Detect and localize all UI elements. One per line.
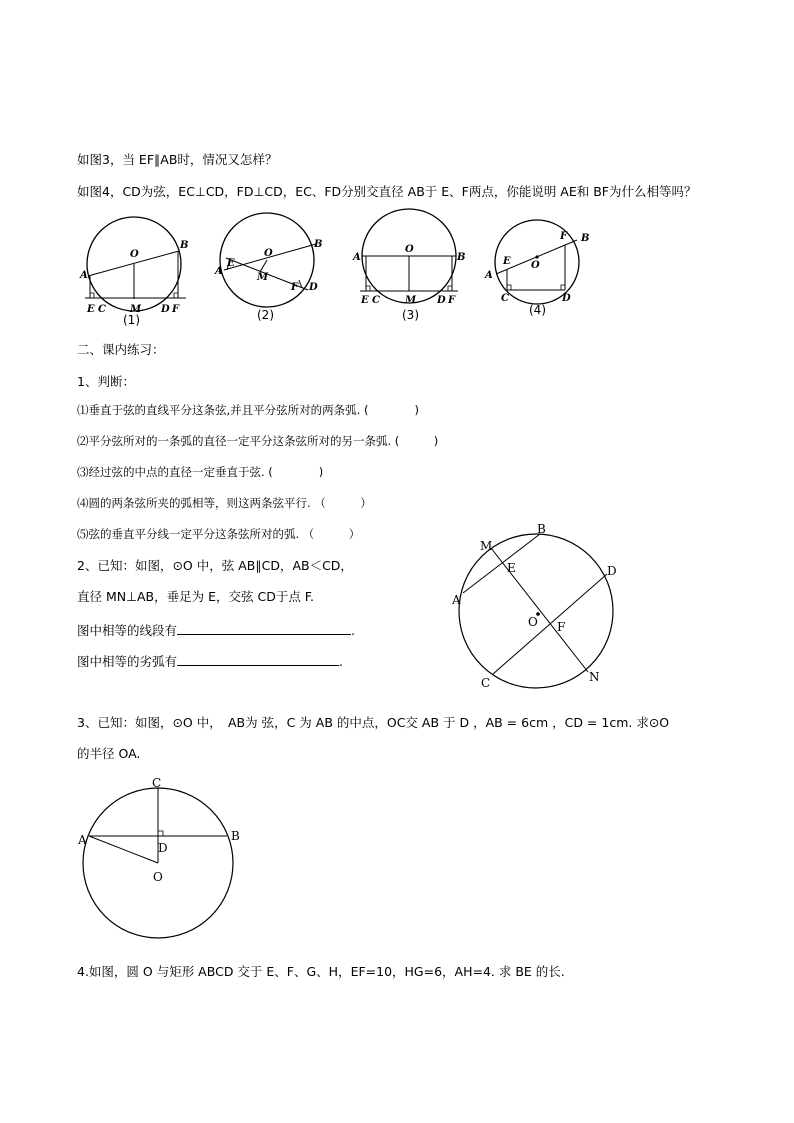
- fig1-label-c: C: [98, 304, 106, 315]
- q3-figure: [75, 773, 250, 948]
- figure-4: [484, 212, 604, 322]
- q2-label-n: N: [589, 670, 600, 684]
- fig3-label-b: B: [457, 252, 466, 263]
- fig4-question: 如图4，CD为弦，EC⊥CD，FD⊥CD，EC、FD分别交直径 AB于 E、F两点，你能说明 AE和 BF为什么相等吗？: [77, 184, 697, 199]
- q2-equal-arcs-label: 图中相等的劣弧有: [77, 654, 178, 669]
- q2-line-4: [77, 652, 343, 670]
- q3-line-1: 3、已知：如图，⊙O 中， AB为 弦，C 为 AB 的中点，OC交 AB 于 D ，AB = 6cm ，CD = 1cm. 求⊙O: [77, 715, 670, 730]
- figure-3: [352, 212, 472, 327]
- q2-period-2: .: [339, 654, 343, 669]
- q3-label-a: A: [78, 833, 87, 847]
- fig1-label-e: E: [87, 304, 95, 315]
- fig4-label-f: F: [560, 231, 568, 242]
- q3-label-o: O: [153, 870, 163, 884]
- q1-title: 1、判断：: [77, 374, 135, 389]
- fig1-caption: (1): [123, 313, 140, 327]
- fig3-label-f: F: [448, 295, 456, 306]
- q2-label-b: B: [537, 522, 546, 536]
- q2-label-e: E: [507, 561, 516, 575]
- q4-line-1: 4.如图，圆 O 与矩形 ABCD 交于 E、F、G、H，EF=10，HG=6，AH=4. 求 BE 的长.: [77, 964, 565, 979]
- fig1-label-d: D: [161, 304, 170, 315]
- q2-label-o: O: [528, 615, 538, 629]
- q2-label-m: M: [480, 539, 493, 553]
- q3-label-b: B: [231, 829, 240, 843]
- fig2-label-f: F: [291, 282, 299, 293]
- q1-item-3: ⑶经过弦的中点的直径一定垂直于弦. ( ): [77, 465, 324, 479]
- fig4-label-b: B: [581, 233, 590, 244]
- fig3-label-e: E: [361, 295, 369, 306]
- q3-label-c: C: [152, 776, 162, 790]
- fig2-label-e: E: [227, 258, 235, 269]
- fig3-label-m: M: [405, 295, 417, 306]
- q2-line-3: [77, 621, 355, 639]
- fig2-label-a: A: [215, 266, 223, 277]
- fig2-label-b: B: [314, 239, 323, 250]
- q2-line-2: 直径 MN⊥AB，垂足为 E，交弦 CD于点 F.: [77, 589, 314, 604]
- fig1-label-o: O: [130, 249, 139, 260]
- q2-label-d: D: [607, 564, 617, 578]
- fig3-caption: (3): [402, 308, 419, 322]
- fig4-label-d: D: [562, 293, 571, 304]
- fig3-label-a: A: [353, 252, 361, 263]
- section-heading: 二、课内练习：: [77, 342, 165, 357]
- q3-line-2: 的半径 OA.: [77, 746, 141, 761]
- q2-label-c: C: [481, 676, 491, 690]
- fig2-label-o: O: [264, 248, 273, 259]
- fig2-label-d: D: [309, 282, 318, 293]
- q2-figure: [445, 520, 625, 690]
- q1-item-2: ⑵平分弦所对的一条弧的直径一定平分这条弦所对的另一条弧. ( ): [77, 434, 439, 448]
- fig4-label-a: A: [485, 270, 493, 281]
- fig4-label-c: C: [501, 293, 509, 304]
- q1-item-4: ⑷圆的两条弦所夹的弧相等，则这两条弦平行. （ ）: [77, 496, 372, 510]
- fig1-label-b: B: [180, 240, 189, 251]
- q1-item-5: ⑸弦的垂直平分线一定平分这条弦所对的弧. （ ）: [77, 527, 361, 541]
- fig3-label-o: O: [405, 244, 414, 255]
- fig3-label-d: D: [437, 295, 446, 306]
- q2-line-1: 2、已知：如图，⊙O 中，弦 AB∥CD，AB＜CD，: [77, 558, 353, 573]
- fig3-question: 如图3，当 EF∥AB时，情况又怎样？: [77, 152, 278, 167]
- q2-label-f: F: [557, 620, 566, 634]
- fig2-caption: (2): [257, 308, 274, 322]
- q2-label-a: A: [452, 593, 461, 607]
- figure-1: [80, 212, 195, 327]
- fig1-label-f: F: [172, 304, 180, 315]
- q2-period-1: .: [351, 623, 355, 638]
- q1-item-1: ⑴垂直于弦的直线平分这条弦,并且平分弦所对的两条弧. ( ): [77, 403, 419, 417]
- fig4-label-e: E: [503, 256, 511, 267]
- fig3-label-c: C: [372, 295, 380, 306]
- fig4-caption: (4): [529, 303, 546, 317]
- fig2-label-m: M: [257, 272, 269, 283]
- q2-equal-segments-label: 图中相等的线段有: [77, 623, 178, 638]
- fig1-label-a: A: [80, 270, 88, 281]
- fig1-label-m: M: [130, 304, 142, 315]
- q2-equal-segments-blank: [177, 622, 351, 635]
- q3-label-d: D: [158, 841, 168, 855]
- figure-2: [210, 212, 330, 327]
- q2-equal-arcs-blank: [177, 653, 339, 666]
- fig4-label-o: O: [531, 260, 540, 271]
